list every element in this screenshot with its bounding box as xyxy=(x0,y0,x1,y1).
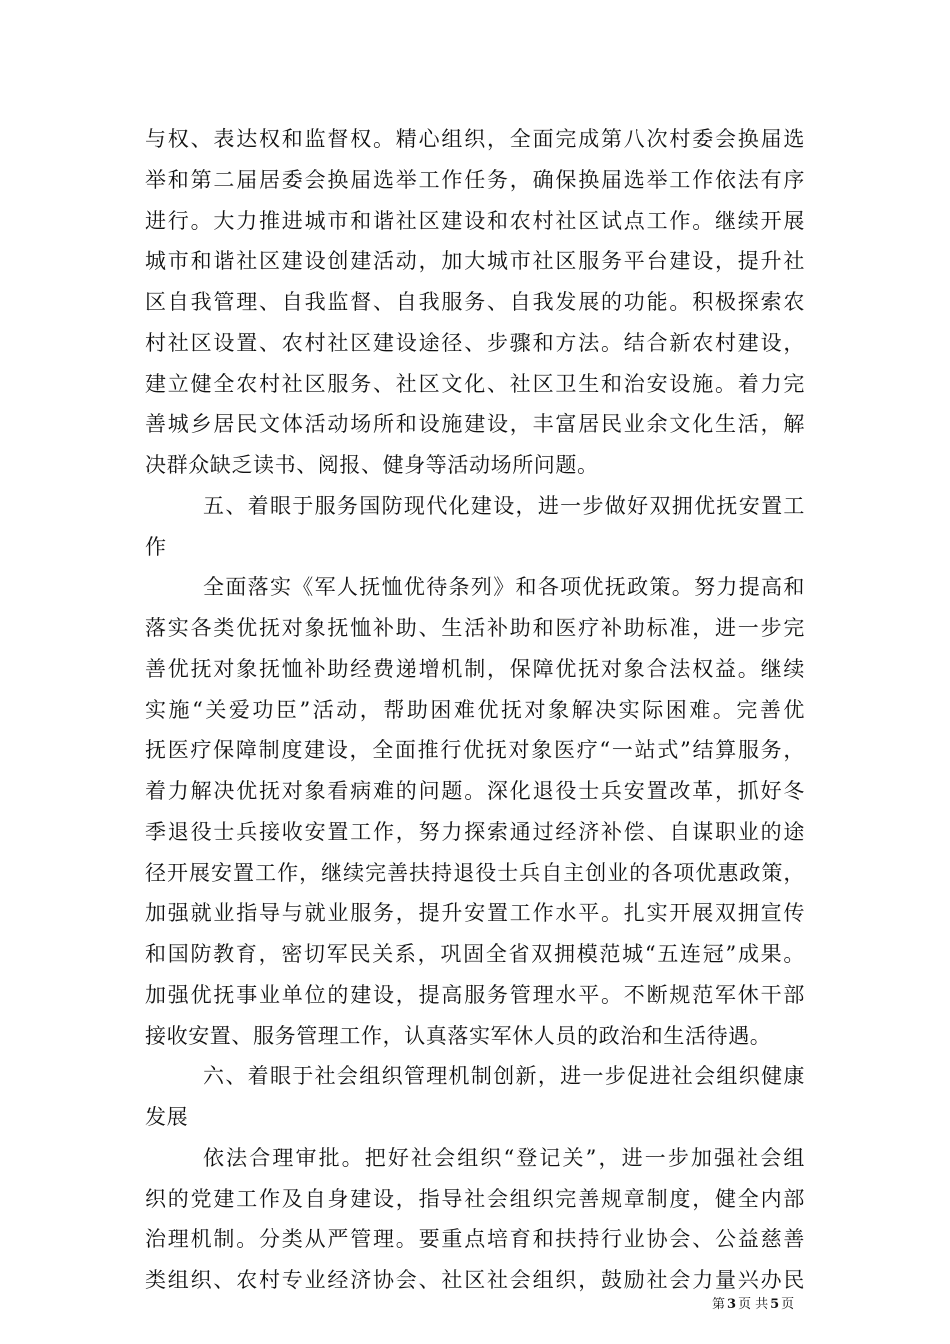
body-paragraph xyxy=(145,567,805,1056)
text-line: 着力解决优抚对象看病难的问题。深化退役士兵安置改革，抓好冬 xyxy=(145,779,805,803)
text-line: 和国防教育，密切军民关系，巩固全省双拥模范城“五连冠”成果。 xyxy=(145,942,805,966)
text-line: 善优抚对象抚恤补助经费递增机制，保障优抚对象合法权益。继续 xyxy=(145,656,805,681)
heading-line: 五、着眼于服务国防现代化建设，进一步做好双拥优抚安置工 xyxy=(203,493,805,518)
text-line: 季退役士兵接收安置工作，努力探索通过经济补偿、自谋职业的途 xyxy=(145,819,805,844)
page-number-footer xyxy=(712,1296,794,1314)
text-line: 径开展安置工作，继续完善扶持退役士兵自主创业的各项优惠政策， xyxy=(145,860,805,885)
total-prefix: 共 xyxy=(755,1297,769,1312)
text-line: 加强优抚事业单位的建设，提高服务管理水平。不断规范军休干部 xyxy=(145,982,805,1007)
text-line: 区自我管理、自我监督、自我服务、自我发展的功能。积极探索农 xyxy=(145,290,805,314)
heading-line: 发展 xyxy=(145,1105,189,1129)
text-line: 织的党建工作及自身建设，指导社会组织完善规章制度，健全内部 xyxy=(145,1186,805,1211)
heading-line: 六、着眼于社会组织管理机制创新，进一步促进社会组织健康 xyxy=(203,1064,805,1089)
total-suffix: 页 xyxy=(781,1297,795,1312)
section-heading xyxy=(145,486,805,568)
text-line: 村社区设置、农村社区建设途径、步骤和方法。结合新农村建设， xyxy=(145,330,805,355)
text-line: 全面落实《军人抚恤优待条列》和各项优抚政策。努力提高和 xyxy=(203,575,805,600)
heading-line: 作 xyxy=(145,534,167,559)
text-line: 加强就业指导与就业服务，提升安置工作水平。扎实开展双拥宣传 xyxy=(145,901,805,926)
text-line: 依法合理审批。把好社会组织“登记关”，进一步加强社会组 xyxy=(203,1145,805,1170)
document-body xyxy=(145,119,805,1301)
page-suffix: 页 xyxy=(738,1297,752,1312)
text-line: 接收安置、服务管理工作，认真落实军休人员的政治和生活待遇。 xyxy=(145,1023,772,1048)
text-line: 进行。大力推进城市和谐社区建设和农村社区试点工作。继续开展 xyxy=(145,208,805,233)
text-line: 城市和谐社区建设创建活动，加大城市社区服务平台建设，提升社 xyxy=(145,249,805,274)
total-pages-number: 5 xyxy=(770,1297,780,1312)
text-line: 实施“关爱功臣”活动，帮助困难优抚对象解决实际困难。完善优 xyxy=(145,697,805,722)
text-line: 抚医疗保障制度建设，全面推行优抚对象医疗“一站式”结算服务， xyxy=(145,738,805,763)
text-line: 类组织、农村专业经济协会、社区社会组织，鼓励社会力量兴办民 xyxy=(145,1268,805,1292)
current-page-number: 3 xyxy=(727,1297,737,1312)
text-line: 建立健全农村社区服务、社区文化、社区卫生和治安设施。着力完 xyxy=(145,371,805,396)
text-line: 落实各类优抚对象抚恤补助、生活补助和医疗补助标准，进一步完 xyxy=(145,616,805,640)
section-heading xyxy=(145,1056,805,1138)
body-paragraph xyxy=(145,119,805,486)
text-line: 举和第二届居委会换届选举工作任务，确保换届选举工作依法有序 xyxy=(145,167,805,192)
text-line: 治理机制。分类从严管理。要重点培育和扶持行业协会、公益慈善 xyxy=(145,1227,805,1252)
page-prefix: 第 xyxy=(712,1297,726,1312)
text-line: 决群众缺乏读书、阅报、健身等活动场所问题。 xyxy=(145,453,599,477)
body-paragraph xyxy=(145,1138,805,1301)
text-line: 与权、表达权和监督权。精心组织，全面完成第八次村委会换届选 xyxy=(145,127,805,151)
text-line: 善城乡居民文体活动场所和设施建设，丰富居民业余文化生活，解 xyxy=(145,412,805,437)
